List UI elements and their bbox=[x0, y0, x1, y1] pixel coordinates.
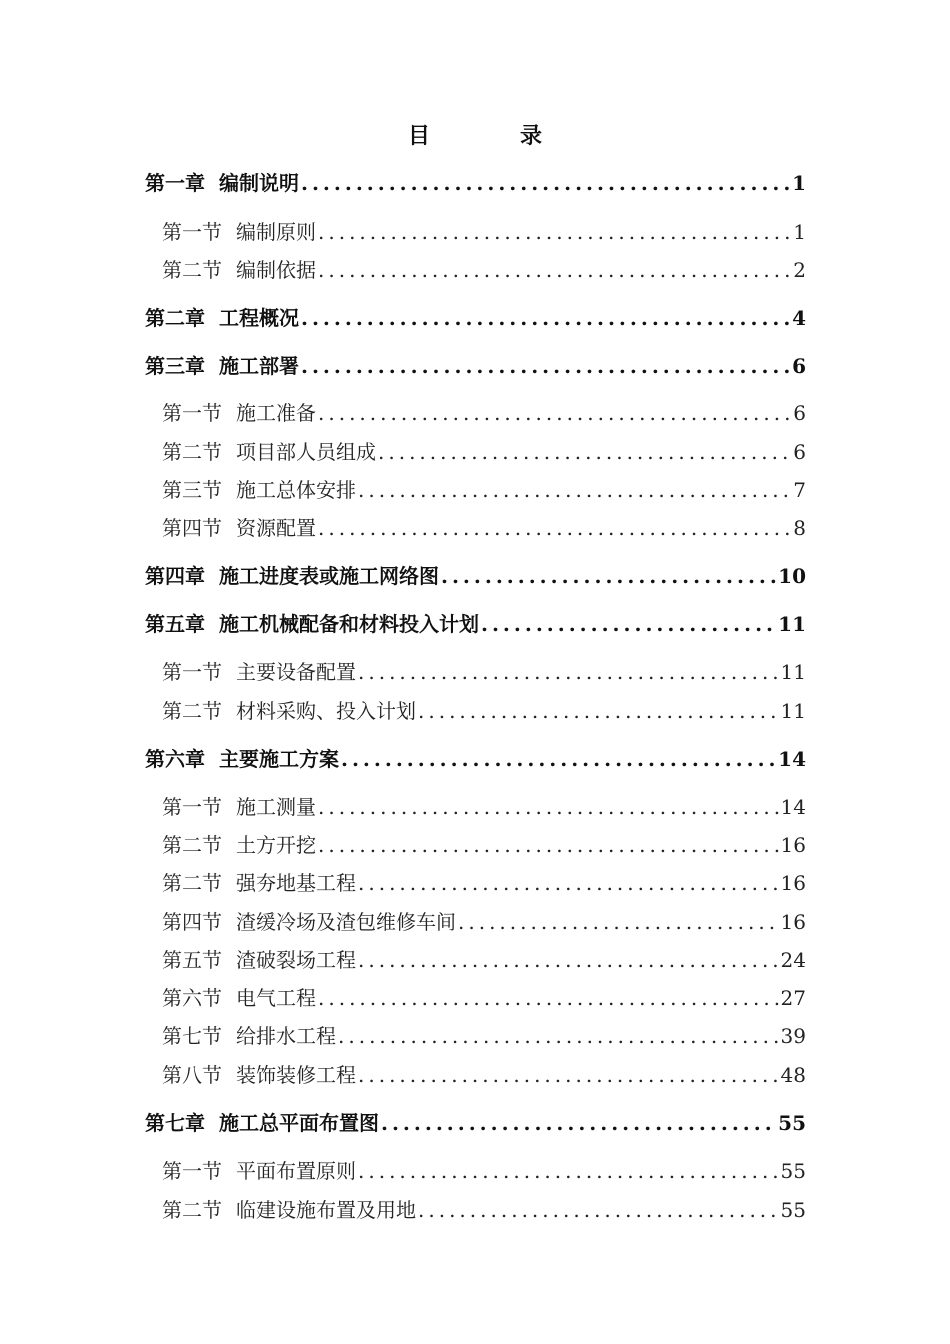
toc-entry-label bbox=[145, 168, 299, 198]
toc-entry-number: 第二节 bbox=[162, 258, 222, 282]
toc-entry-text: 装饰装修工程 bbox=[236, 1063, 356, 1087]
toc-section-entry[interactable] bbox=[162, 1195, 806, 1225]
toc-entry-page-number: 14 bbox=[778, 747, 806, 771]
toc-dot-leader bbox=[299, 351, 790, 381]
toc-entry-label bbox=[162, 398, 316, 428]
toc-entry-text: 施工测量 bbox=[236, 795, 316, 819]
toc-entry-page-number: 1 bbox=[793, 220, 806, 244]
toc-section-entry[interactable] bbox=[162, 1060, 806, 1090]
toc-entry-text: 渣缓冷场及渣包维修车间 bbox=[236, 910, 456, 934]
toc-section-entry[interactable] bbox=[162, 983, 806, 1013]
toc-dot-leader bbox=[316, 255, 791, 285]
toc-chapter-entry[interactable] bbox=[145, 744, 806, 774]
toc-dot-leader bbox=[339, 744, 776, 774]
toc-entry-page-number: 16 bbox=[780, 910, 806, 934]
toc-entry-label bbox=[162, 217, 316, 247]
toc-section-entry[interactable] bbox=[162, 513, 806, 543]
toc-entry-text: 强夯地基工程 bbox=[236, 871, 356, 895]
toc-dot-leader bbox=[356, 868, 779, 898]
toc-entry-label bbox=[162, 1195, 416, 1225]
toc-entry-text: 主要施工方案 bbox=[219, 747, 339, 771]
toc-section-entry[interactable] bbox=[162, 398, 806, 428]
toc-entry-text: 项目部人员组成 bbox=[236, 440, 376, 464]
toc-section-entry[interactable] bbox=[162, 1021, 806, 1051]
toc-dot-leader bbox=[416, 1195, 779, 1225]
toc-section-entry[interactable] bbox=[162, 696, 806, 726]
toc-entry-text: 渣破裂场工程 bbox=[236, 948, 356, 972]
toc-entry-number: 第一节 bbox=[162, 220, 222, 244]
toc-entry-text: 材料采购、投入计划 bbox=[236, 699, 416, 723]
toc-chapter-entry[interactable] bbox=[145, 1108, 806, 1138]
toc-entry-number: 第三章 bbox=[145, 354, 205, 378]
toc-entry-text: 平面布置原则 bbox=[236, 1159, 356, 1183]
toc-entry-label bbox=[145, 351, 299, 381]
toc-entry-label bbox=[145, 744, 339, 774]
toc-entry-page-number: 14 bbox=[780, 795, 806, 819]
toc-entry-number: 第六章 bbox=[145, 747, 205, 771]
toc-entry-page-number: 4 bbox=[792, 306, 806, 330]
toc-entry-text: 施工准备 bbox=[236, 401, 316, 425]
toc-entry-label bbox=[162, 792, 316, 822]
toc-entry-page-number: 6 bbox=[792, 354, 806, 378]
toc-entry-label bbox=[145, 1108, 379, 1138]
toc-section-entry[interactable] bbox=[162, 868, 806, 898]
toc-entry-page-number: 10 bbox=[778, 564, 806, 588]
toc-section-entry[interactable] bbox=[162, 945, 806, 975]
toc-entry-page-number: 55 bbox=[778, 1111, 806, 1135]
toc-entry-label bbox=[162, 868, 356, 898]
toc-dot-leader bbox=[356, 1156, 779, 1186]
toc-entry-label bbox=[162, 437, 376, 467]
toc-section-entry[interactable] bbox=[162, 437, 806, 467]
toc-entry-label bbox=[145, 303, 299, 333]
toc-entry-label bbox=[162, 1021, 336, 1051]
toc-entry-number: 第二节 bbox=[162, 440, 222, 464]
toc-dot-leader bbox=[316, 830, 779, 860]
toc-entry-number: 第七章 bbox=[145, 1111, 205, 1135]
toc-entry-page-number: 48 bbox=[780, 1063, 806, 1087]
toc-chapter-entry[interactable] bbox=[145, 561, 806, 591]
toc-dot-leader bbox=[379, 1108, 776, 1138]
toc-chapter-entry[interactable] bbox=[145, 168, 806, 198]
toc-entry-text: 电气工程 bbox=[236, 986, 316, 1010]
toc-section-entry[interactable] bbox=[162, 657, 806, 687]
toc-dot-leader bbox=[479, 609, 776, 639]
toc-entry-number: 第一节 bbox=[162, 795, 222, 819]
toc-entry-text: 给排水工程 bbox=[236, 1024, 336, 1048]
toc-entry-number: 第一节 bbox=[162, 660, 222, 684]
toc-entry-label bbox=[145, 561, 439, 591]
toc-section-entry[interactable] bbox=[162, 217, 806, 247]
toc-entry-text: 主要设备配置 bbox=[236, 660, 356, 684]
toc-entry-number: 第四节 bbox=[162, 910, 222, 934]
toc-entry-label bbox=[162, 255, 316, 285]
toc-entry-number: 第二节 bbox=[162, 699, 222, 723]
toc-entry-label bbox=[162, 657, 356, 687]
toc-entry-number: 第七节 bbox=[162, 1024, 222, 1048]
toc-entry-page-number: 27 bbox=[780, 986, 806, 1010]
toc-entry-page-number: 6 bbox=[793, 440, 806, 464]
toc-entry-page-number: 2 bbox=[793, 258, 806, 282]
toc-dot-leader bbox=[299, 303, 790, 333]
toc-chapter-entry[interactable] bbox=[145, 351, 806, 381]
toc-entry-page-number: 11 bbox=[780, 660, 806, 684]
toc-section-entry[interactable] bbox=[162, 475, 806, 505]
toc-entry-page-number: 39 bbox=[780, 1024, 806, 1048]
toc-dot-leader bbox=[376, 437, 791, 467]
toc-entry-label bbox=[162, 475, 356, 505]
toc-entry-page-number: 24 bbox=[780, 948, 806, 972]
toc-entry-number: 第三节 bbox=[162, 478, 222, 502]
toc-entry-number: 第六节 bbox=[162, 986, 222, 1010]
toc-entry-text: 临建设施布置及用地 bbox=[236, 1198, 416, 1222]
toc-entry-number: 第二节 bbox=[162, 833, 222, 857]
toc-entry-page-number: 16 bbox=[780, 833, 806, 857]
toc-entry-number: 第五章 bbox=[145, 612, 205, 636]
toc-dot-leader bbox=[316, 983, 779, 1013]
toc-dot-leader bbox=[456, 907, 779, 937]
toc-entry-number: 第二节 bbox=[162, 871, 222, 895]
toc-entry-number: 第二章 bbox=[145, 306, 205, 330]
toc-dot-leader bbox=[316, 398, 791, 428]
toc-entry-label bbox=[162, 513, 316, 543]
toc-entry-page-number: 16 bbox=[780, 871, 806, 895]
toc-section-entry[interactable] bbox=[162, 1156, 806, 1186]
toc-entry-text: 施工总平面布置图 bbox=[219, 1111, 379, 1135]
toc-entry-number: 第四节 bbox=[162, 516, 222, 540]
toc-entry-number: 第一章 bbox=[145, 171, 205, 195]
toc-dot-leader bbox=[316, 792, 779, 822]
toc-dot-leader bbox=[356, 1060, 779, 1090]
toc-entry-label bbox=[162, 983, 316, 1013]
toc-entry-text: 资源配置 bbox=[236, 516, 316, 540]
toc-entry-page-number: 8 bbox=[793, 516, 806, 540]
toc-entry-number: 第一节 bbox=[162, 1159, 222, 1183]
toc-section-entry[interactable] bbox=[162, 830, 806, 860]
toc-entry-label bbox=[162, 1060, 356, 1090]
toc-dot-leader bbox=[439, 561, 776, 591]
toc-dot-leader bbox=[356, 657, 779, 687]
toc-entry-text: 编制原则 bbox=[236, 220, 316, 244]
toc-section-entry[interactable] bbox=[162, 255, 806, 285]
toc-entry-label bbox=[162, 1156, 356, 1186]
toc-entry-page-number: 55 bbox=[780, 1159, 806, 1183]
toc-entry-number: 第四章 bbox=[145, 564, 205, 588]
toc-dot-leader bbox=[336, 1021, 779, 1051]
toc-dot-leader bbox=[299, 168, 790, 198]
toc-dot-leader bbox=[316, 513, 791, 543]
toc-entry-page-number: 11 bbox=[778, 612, 806, 636]
toc-entry-number: 第一节 bbox=[162, 401, 222, 425]
toc-entry-number: 第二节 bbox=[162, 1198, 222, 1222]
toc-entry-text: 施工进度表或施工网络图 bbox=[219, 564, 439, 588]
toc-entry-page-number: 7 bbox=[793, 478, 806, 502]
toc-entry-text: 工程概况 bbox=[219, 306, 299, 330]
toc-entry-text: 编制依据 bbox=[236, 258, 316, 282]
toc-title: 目 录 bbox=[407, 123, 576, 149]
toc-entry-page-number: 1 bbox=[792, 171, 806, 195]
toc-entry-label bbox=[162, 830, 316, 860]
toc-dot-leader bbox=[356, 475, 791, 505]
toc-section-entry[interactable] bbox=[162, 792, 806, 822]
toc-dot-leader bbox=[416, 696, 779, 726]
toc-dot-leader bbox=[316, 217, 791, 247]
toc-entry-text: 施工部署 bbox=[219, 354, 299, 378]
toc-entry-text: 编制说明 bbox=[219, 171, 299, 195]
toc-section-entry[interactable] bbox=[162, 907, 806, 937]
toc-entry-label bbox=[162, 945, 356, 975]
toc-entry-label bbox=[162, 907, 456, 937]
toc-entry-text: 施工机械配备和材料投入计划 bbox=[219, 612, 479, 636]
toc-chapter-entry[interactable] bbox=[145, 609, 806, 639]
toc-entry-page-number: 6 bbox=[793, 401, 806, 425]
toc-entry-page-number: 55 bbox=[780, 1198, 806, 1222]
toc-entry-text: 土方开挖 bbox=[236, 833, 316, 857]
toc-entry-page-number: 11 bbox=[780, 699, 806, 723]
toc-entry-number: 第五节 bbox=[162, 948, 222, 972]
toc-dot-leader bbox=[356, 945, 779, 975]
toc-entry-text: 施工总体安排 bbox=[236, 478, 356, 502]
toc-chapter-entry[interactable] bbox=[145, 303, 806, 333]
toc-entry-number: 第八节 bbox=[162, 1063, 222, 1087]
toc-entry-label bbox=[145, 609, 479, 639]
toc-entry-label bbox=[162, 696, 416, 726]
